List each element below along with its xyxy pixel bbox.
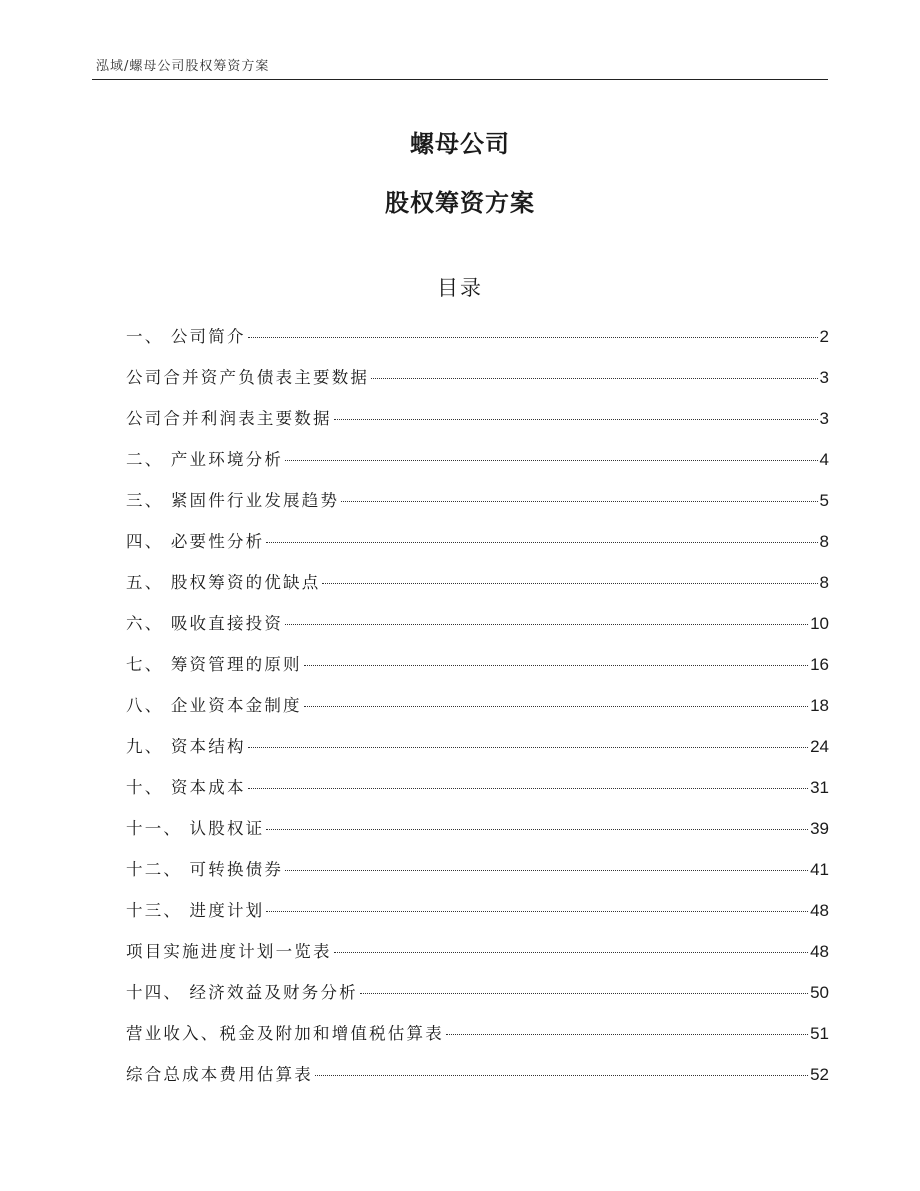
toc-dot-leader (360, 993, 808, 994)
toc-entry-page: 48 (810, 942, 829, 961)
toc-entry-page: 8 (819, 532, 829, 551)
running-header: 泓域/螺母公司股权筹资方案 (96, 59, 270, 74)
toc-entry[interactable] (126, 937, 829, 978)
toc-entry-label: 公司合并资产负债表主要数据 (126, 368, 370, 387)
toc-entry-page: 39 (810, 819, 829, 838)
toc-entry[interactable] (126, 404, 829, 445)
toc-entry-page: 41 (810, 860, 829, 879)
toc-entry-label: 七、 筹资管理的原则 (126, 655, 302, 674)
toc-entry-page: 4 (819, 450, 829, 469)
toc-entry-label: 二、 产业环境分析 (126, 450, 284, 469)
toc-dot-leader (285, 624, 808, 625)
toc-entry-page: 51 (810, 1024, 829, 1043)
toc-entry-page: 3 (819, 368, 829, 387)
toc-entry-label: 十、 资本成本 (126, 778, 246, 797)
toc-dot-leader (322, 583, 817, 584)
toc-entry-page: 3 (819, 409, 829, 428)
toc-entry[interactable] (126, 486, 829, 527)
toc-entry-label: 十二、 可转换债券 (126, 860, 284, 879)
toc-dot-leader (285, 870, 808, 871)
header-divider (92, 79, 828, 80)
toc-dot-leader (371, 378, 817, 379)
toc-entry-label: 营业收入、税金及附加和增值税估算表 (126, 1024, 444, 1043)
toc-dot-leader (248, 788, 808, 789)
toc-dot-leader (266, 911, 808, 912)
toc-entry[interactable] (126, 568, 829, 609)
toc-entry-page: 18 (810, 696, 829, 715)
toc-entry-page: 10 (810, 614, 829, 633)
document-title-line-1: 螺母公司 (410, 130, 510, 158)
toc-entry[interactable] (126, 363, 829, 404)
toc-entry[interactable] (126, 322, 829, 363)
toc-entry-page: 5 (819, 491, 829, 510)
toc-entry-page: 24 (810, 737, 829, 756)
toc-entry-page: 16 (810, 655, 829, 674)
toc-entry-label: 公司合并利润表主要数据 (126, 409, 332, 428)
toc-entry[interactable] (126, 1019, 829, 1060)
toc-entry[interactable] (126, 691, 829, 732)
toc-entry-page: 48 (810, 901, 829, 920)
toc-entry[interactable] (126, 855, 829, 896)
toc-entry-page: 2 (819, 327, 829, 346)
toc-entry-label: 五、 股权筹资的优缺点 (126, 573, 321, 592)
toc-dot-leader (341, 501, 817, 502)
toc-dot-leader (334, 952, 808, 953)
toc-entry-label: 六、 吸收直接投资 (126, 614, 284, 633)
toc-entry[interactable] (126, 609, 829, 650)
toc-entry-label: 十一、 认股权证 (126, 819, 265, 838)
toc-entry[interactable] (126, 896, 829, 937)
toc-entry-label: 十三、 进度计划 (126, 901, 265, 920)
toc-entry[interactable] (126, 814, 829, 855)
toc-entry-label: 综合总成本费用估算表 (126, 1065, 313, 1084)
toc-dot-leader (248, 747, 808, 748)
toc-entry[interactable] (126, 978, 829, 1019)
toc-dot-leader (304, 706, 808, 707)
toc-entry-label: 九、 资本结构 (126, 737, 246, 756)
toc-entry-page: 31 (810, 778, 829, 797)
toc-entry-page: 50 (810, 983, 829, 1002)
toc-dot-leader (304, 665, 808, 666)
toc-entry[interactable] (126, 732, 829, 773)
toc-dot-leader (266, 829, 808, 830)
toc-entry[interactable] (126, 445, 829, 486)
document-title-line-2: 股权筹资方案 (385, 189, 535, 217)
toc-dot-leader (285, 460, 817, 461)
toc-entry-label: 一、 公司简介 (126, 327, 246, 346)
toc-entry-label: 三、 紧固件行业发展趋势 (126, 491, 340, 510)
toc-entry[interactable] (126, 1060, 829, 1101)
toc-entry-label: 四、 必要性分析 (126, 532, 265, 551)
toc-dot-leader (266, 542, 817, 543)
toc-entry-page: 52 (810, 1065, 829, 1084)
toc-heading: 目录 (437, 276, 483, 300)
table-of-contents (126, 322, 829, 1101)
toc-entry-page: 8 (819, 573, 829, 592)
toc-entry[interactable] (126, 650, 829, 691)
toc-entry-label: 十四、 经济效益及财务分析 (126, 983, 358, 1002)
toc-entry[interactable] (126, 527, 829, 568)
toc-dot-leader (446, 1034, 808, 1035)
toc-dot-leader (334, 419, 818, 420)
toc-entry[interactable] (126, 773, 829, 814)
toc-entry-label: 八、 企业资本金制度 (126, 696, 302, 715)
toc-dot-leader (315, 1075, 808, 1076)
toc-entry-label: 项目实施进度计划一览表 (126, 942, 332, 961)
toc-dot-leader (248, 337, 818, 338)
